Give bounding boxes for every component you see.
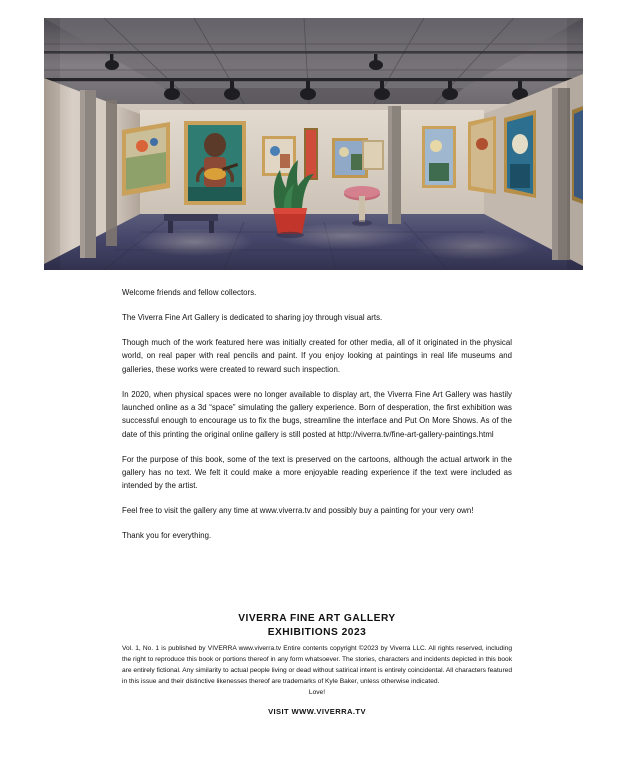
paragraph-5: For the purpose of this book, some of the text is preserved on the cartoons, although the actual artwork in the gallery has no text. We felt it could make a more enjoyable reading experience if the text were included as intended by the artist. — [122, 454, 512, 491]
colophon-subtitle: EXHIBITIONS 2023 — [267, 626, 367, 638]
painting-2-guitarist — [184, 121, 246, 205]
copyright-fine-print — [122, 643, 512, 698]
painting-8 — [468, 116, 496, 194]
gallery-illustration-svg — [44, 18, 583, 270]
painting-9 — [504, 110, 536, 198]
painting-4 — [304, 128, 318, 180]
visit-line: VISIT WWW.VIVERRA.TV — [268, 706, 366, 716]
body-copy — [122, 286, 512, 554]
paragraph-1: Welcome friends and fellow collectors. — [122, 288, 257, 297]
gallery-illustration — [44, 18, 583, 270]
paragraph-4: In 2020, when physical spaces were no longer available to display art, the Viverra Fine Art Gallery was hastily launched online as a 3d “space” simulating the gallery experience. Born of desperation, the first exhibition was successful enough to encourage us to fix the bugs, streamline the interface and Put On More Shows. As of the date of this printing the original online gallery is still posted at http://viverra.tv/fine-art-gallery-paintings.html — [122, 389, 512, 439]
copyright-text: Vol. 1, No. 1 is published by VIVERRA www.viverra.tv Entire contents copyright ©2023 by Viverra LLC. All rights reserved, including the right to reproduce this book or portions thereof in any form whatsoever. The stories, characters and incidents depicted in this book are entirely fictional. Any similarity to actual people living or dead without satirical intent is entirely coincidental. All characters featured in this issue and their distinctive likenesses thereof are trademarks of Kyle Baker, unless otherwise indicated. — [122, 644, 512, 685]
painting-7 — [422, 126, 456, 188]
painting-6 — [362, 140, 384, 170]
paragraph-6: Feel free to visit the gallery any time at www.viverra.tv and possibly buy a painting for your very own! — [122, 506, 474, 516]
paragraph-2: The Viverra Fine Art Gallery is dedicated to sharing joy through visual arts. — [122, 312, 383, 322]
love-signoff: Love! — [308, 688, 326, 696]
colophon-title: VIVERRA FINE ART GALLERY — [238, 613, 396, 624]
paragraph-3: Though much of the work featured here was initially created for other media, all of it originated in the physical world, on real paper with real pencils and paint. If you enjoy looking at paintings in real life museums and galleries, these works were created to reward such inspection. — [122, 337, 512, 374]
colophon — [122, 612, 512, 716]
paragraph-7: Thank you for everything. — [122, 531, 212, 541]
painting-1 — [122, 122, 170, 196]
